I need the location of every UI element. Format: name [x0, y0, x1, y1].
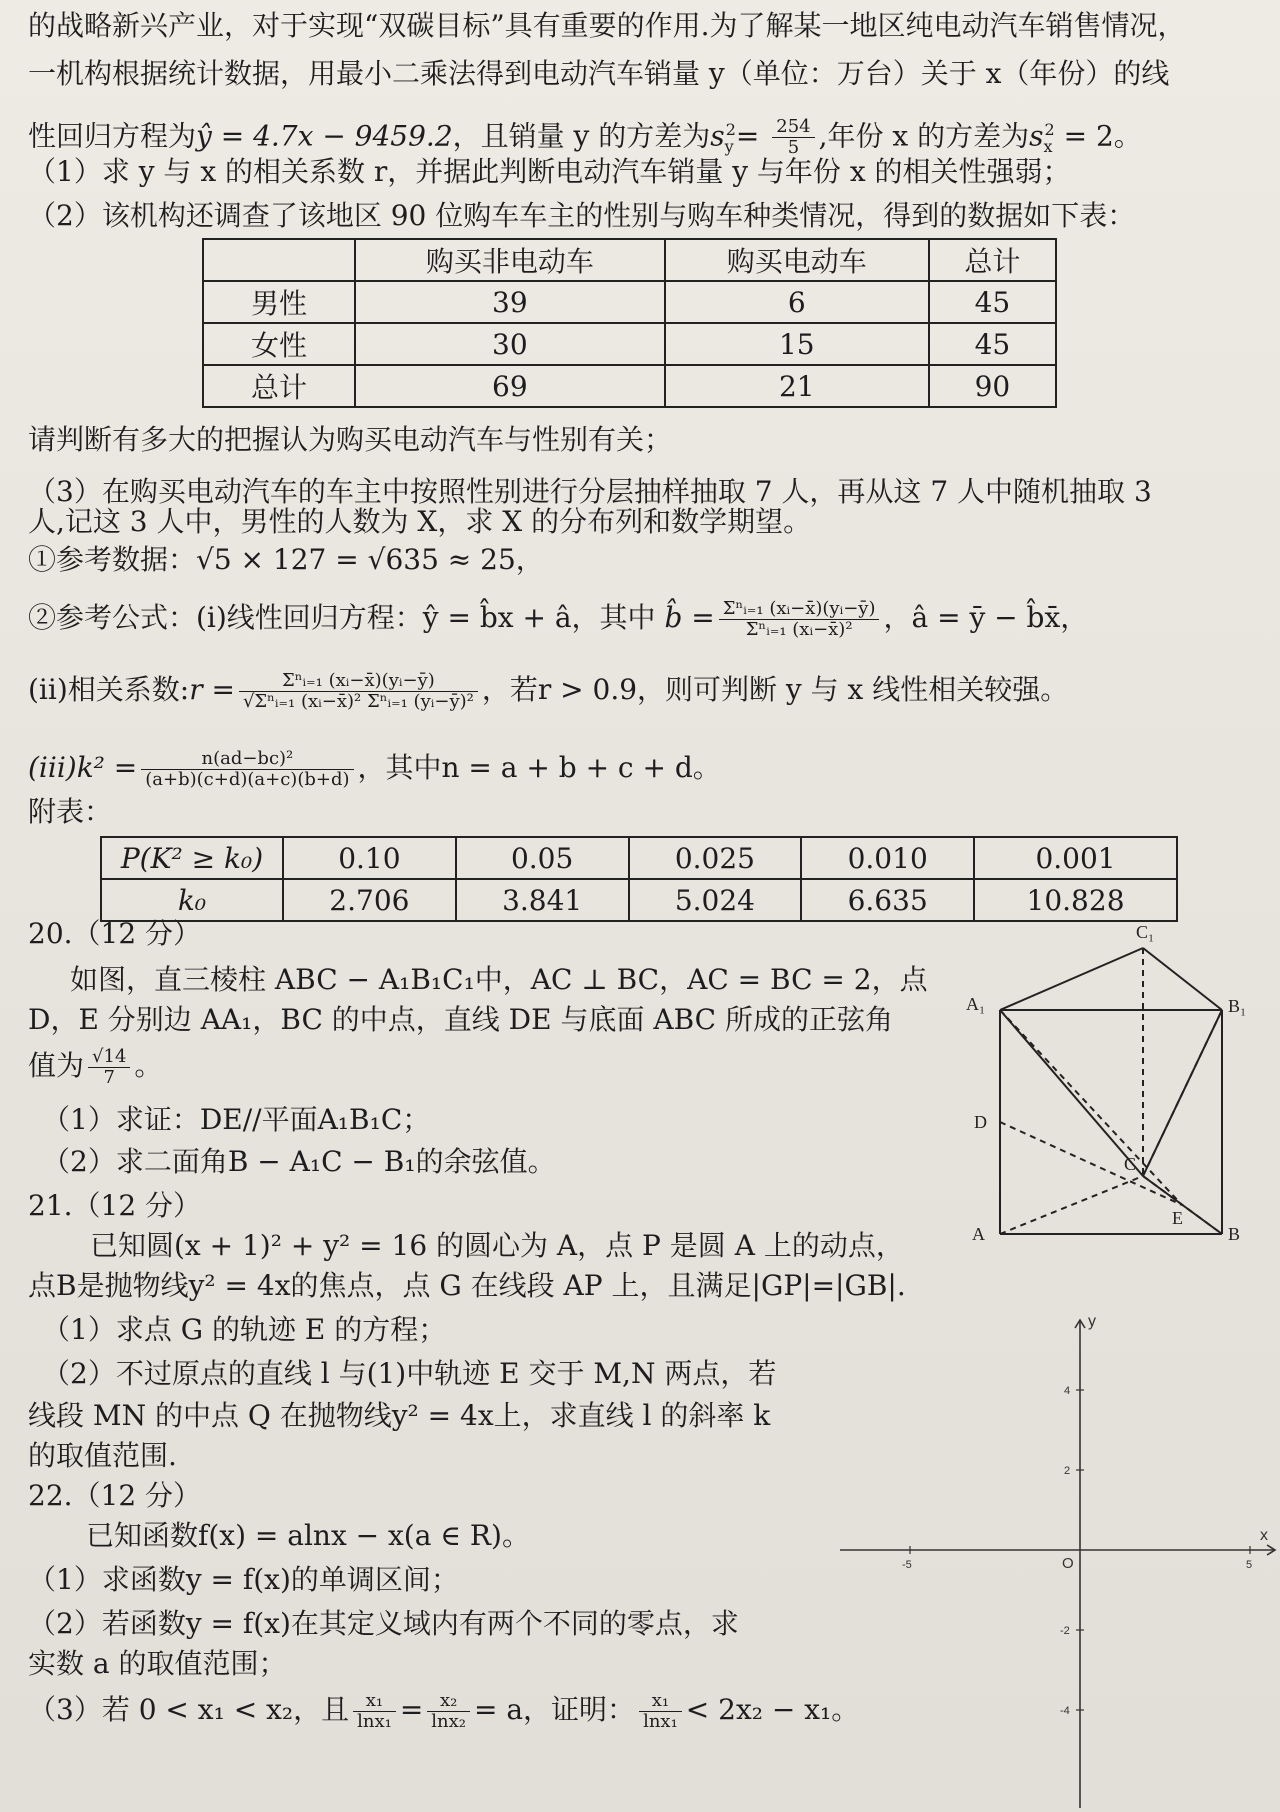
table-row [203, 239, 1056, 281]
text-line: （1）求函数y = f(x)的单调区间； [28, 1563, 459, 1596]
text-line: （1）求证：DE//平面A₁B₁C； [42, 1103, 431, 1136]
text-line: 点B是抛物线y² = 4x的焦点，点 G 在线段 AP 上，且满足|GP|=|GB|. [28, 1269, 906, 1302]
text-line: 值为 $\frac{√14}{7}$ 。 [28, 1046, 163, 1088]
coordinate-axes [830, 1310, 1280, 1810]
text-line: 如图，直三棱柱 ABC − A₁B₁C₁中，AC ⊥ BC，AC = BC = 2，点 [70, 963, 928, 996]
table-cell: 45 [929, 281, 1056, 323]
table-cell: 男性 [203, 281, 355, 323]
table-cell: 45 [929, 323, 1056, 365]
table-cell: 30 [355, 323, 665, 365]
table-cell: 0.010 [801, 837, 974, 879]
table-cell [203, 239, 355, 281]
origin-label: O [1062, 1555, 1074, 1572]
text-line: 一机构根据统计数据，用最小二乘法得到电动汽车销量 y（单位：万台）关于 x（年份）的线 [28, 57, 1170, 90]
vertex-label: C [1124, 1154, 1137, 1174]
prism-figure [960, 920, 1250, 1250]
critical-value-table [100, 836, 1178, 922]
table-cell: 10.828 [974, 879, 1177, 921]
text-line: （2）不过原点的直线 l 与(1)中轨迹 E 交于 M,N 两点，若 [42, 1357, 777, 1390]
text-line: 实数 a 的取值范围； [28, 1647, 287, 1680]
table-cell: 2.706 [283, 879, 456, 921]
table-row [203, 323, 1056, 365]
text-line: 的战略新兴产业，对于实现“双碳目标”具有重要的作用.为了解某一地区纯电动汽车销售情况， [28, 9, 1186, 42]
text-line: (ii)相关系数:r = $\frac{\text{Σⁿᵢ₌₁ (xᵢ−x̄)(yᵢ−ȳ)}}{\text{√Σⁿᵢ₌₁ (xᵢ−x̄)² Σⁿᵢ₌₁ (yᵢ−ȳ)²}}$ ，若r > 0.9，则可判断 y 与 x 线性相关较强。 [28, 670, 1069, 712]
table-cell: 0.10 [283, 837, 456, 879]
table-cell: 0.025 [629, 837, 802, 879]
text-line: D，E 分别边 AA₁，BC 的中点，直线 DE 与底面 ABC 所成的正弦角 [28, 1003, 894, 1036]
y-tick-label: -4 [1060, 1705, 1070, 1717]
question-number: 20.（12 分） [28, 917, 202, 950]
text-line: 附表： [28, 795, 113, 828]
text-line: (iii)k² = $\frac{\text{n(ad−bc)²}}{(a+b)(c+d)(a+c)(b+d)}$ ，其中n = a + b + c + d。 [28, 748, 721, 790]
text-line: （2）求二面角B − A₁C − B₁的余弦值。 [42, 1145, 556, 1178]
y-axis-label: y [1088, 1313, 1096, 1330]
table-cell: P(K² ≥ k₀) [101, 837, 283, 879]
text-line: （3）若 0 < x₁ < x₂，且 $\frac{\text{x₁}}{\text{lnx₁}}$ = $\frac{\text{x₂}}{\text{lnx₂}}$ = a，证明： $\frac{\text{x₁}}{\text{lnx₁}}$ < 2x₂ − x₁。 [28, 1690, 860, 1732]
vertex-label: C₁ [1136, 922, 1155, 942]
table-cell: 6.635 [801, 879, 974, 921]
table-cell: 6 [665, 281, 929, 323]
vertex-label: B [1228, 1224, 1241, 1244]
text-line: （1）求 y 与 x 的相关系数 r，并据此判断电动汽车销量 y 与年份 x 的相关性强弱； [28, 155, 1071, 188]
text-line: 人,记这 3 人中，男性的人数为 X，求 X 的分布列和数学期望。 [28, 505, 812, 538]
table-row [101, 837, 1177, 879]
question-number: 22.（12 分） [28, 1479, 202, 1512]
table-cell: 总计 [929, 239, 1056, 281]
y-tick-label: -2 [1060, 1625, 1070, 1637]
vertex-label: E [1172, 1208, 1183, 1228]
table-cell: 购买非电动车 [355, 239, 665, 281]
gender-purchase-table [202, 238, 1057, 408]
table-cell: k₀ [101, 879, 283, 921]
question-number: 21.（12 分） [28, 1189, 202, 1222]
text-line: 已知函数f(x) = alnx − x(a ∈ R)。 [86, 1519, 530, 1552]
x-axis-label: x [1260, 1527, 1268, 1544]
vertex-label: D [974, 1112, 987, 1132]
text-line: ①参考数据：√5 × 127 = √635 ≈ 25， [28, 543, 544, 576]
table-cell: 女性 [203, 323, 355, 365]
table-cell: 69 [355, 365, 665, 407]
table-cell: 0.001 [974, 837, 1177, 879]
table-row [203, 281, 1056, 323]
text-line: ②参考公式：(i)线性回归方程：ŷ = b̂x + â，其中 b̂ = $\frac{\text{Σⁿᵢ₌₁ (xᵢ−x̄)(yᵢ−ȳ)}}{\text{Σⁿᵢ₌₁ (xᵢ−x̄)²}}$ ，â = ȳ − b̂x̄， [28, 598, 1089, 640]
table-cell: 21 [665, 365, 929, 407]
table-cell: 3.841 [456, 879, 629, 921]
table-row [101, 879, 1177, 921]
table-cell: 0.05 [456, 837, 629, 879]
text-line: （2）该机构还调查了该地区 90 位购车车主的性别与购车种类情况，得到的数据如下表： [28, 199, 1136, 232]
text-line: 的取值范围. [28, 1439, 177, 1472]
x-tick-label: 5 [1246, 1559, 1253, 1571]
table-cell: 15 [665, 323, 929, 365]
text-line: （2）若函数y = f(x)在其定义域内有两个不同的零点，求 [28, 1607, 739, 1640]
table-row [203, 365, 1056, 407]
table-cell: 5.024 [629, 879, 802, 921]
vertex-label: A [972, 1224, 985, 1244]
text-line: 性回归方程为ŷ = 4.7x − 9459.2，且销量 y 的方差为$s_y^2=$ $\frac{254}{5}$ ,年份 x 的方差为$s_x^2 = 2$。 [28, 116, 1142, 159]
text-line: 已知圆(x + 1)² + y² = 16 的圆心为 A，点 P 是圆 A 上的动点， [90, 1229, 904, 1262]
vertex-label: A₁ [966, 994, 986, 1014]
text-line: （1）求点 G 的轨迹 E 的方程； [42, 1313, 447, 1346]
text-line: （3）在购买电动汽车的车主中按照性别进行分层抽样抽取 7 人，再从这 7 人中随机抽取 3 [28, 475, 1152, 508]
y-tick-label: 4 [1064, 1385, 1071, 1397]
y-tick-label: 2 [1064, 1465, 1071, 1477]
table-cell: 总计 [203, 365, 355, 407]
text-line: 请判断有多大的把握认为购买电动汽车与性别有关； [28, 423, 673, 456]
table-cell: 39 [355, 281, 665, 323]
x-tick-label: -5 [902, 1559, 912, 1571]
table-cell: 购买电动车 [665, 239, 929, 281]
table-cell: 90 [929, 365, 1056, 407]
text-line: 线段 MN 的中点 Q 在抛物线y² = 4x上，求直线 l 的斜率 k [28, 1399, 771, 1432]
vertex-label: B₁ [1228, 996, 1247, 1016]
